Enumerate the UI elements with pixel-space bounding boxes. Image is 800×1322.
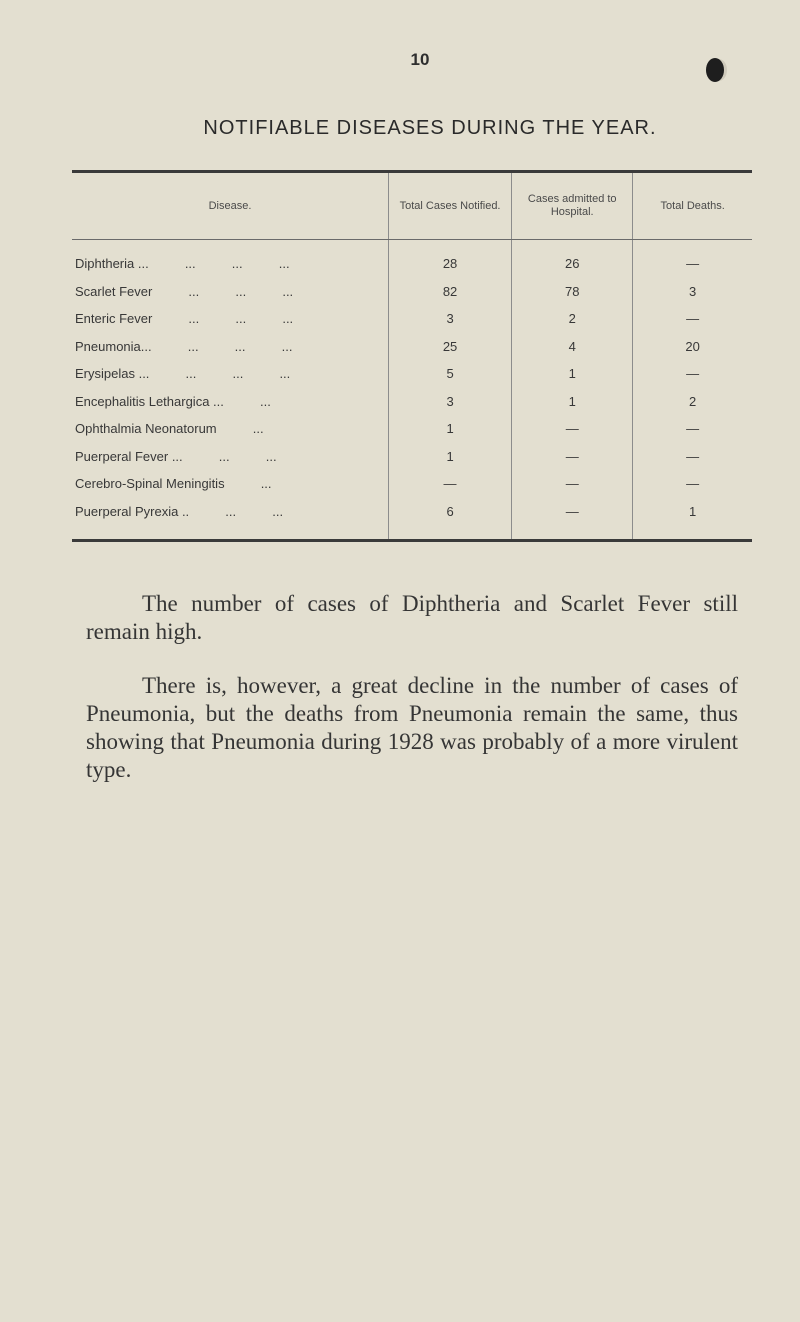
table-row (72, 278, 752, 306)
table-header-row (72, 172, 752, 240)
cases-notified: 1 (388, 415, 511, 443)
disease-name: Puerperal Fever ... ... ... (75, 448, 277, 464)
table-row (72, 333, 752, 361)
diseases-table (72, 170, 752, 542)
header-hospital: Cases admitted to Hospital. (512, 172, 633, 240)
table-row (72, 240, 752, 278)
cases-hospital: — (512, 470, 633, 498)
cases-hospital: 2 (512, 305, 633, 333)
header-deaths: Total Deaths. (633, 172, 752, 240)
cases-hospital: 4 (512, 333, 633, 361)
cases-hospital: 1 (512, 388, 633, 416)
deaths: — (633, 443, 752, 471)
cases-notified: 28 (388, 240, 511, 278)
cases-notified: 1 (388, 443, 511, 471)
deaths: — (633, 470, 752, 498)
cases-hospital: — (512, 498, 633, 541)
cases-notified: — (388, 470, 511, 498)
disease-name: Ophthalmia Neonatorum ... (75, 421, 264, 437)
cases-notified: 3 (388, 388, 511, 416)
table-row (72, 415, 752, 443)
deaths: 1 (633, 498, 752, 541)
header-total-cases: Total Cases Notified. (388, 172, 511, 240)
deaths: — (633, 360, 752, 388)
cases-notified: 3 (388, 305, 511, 333)
cases-hospital: 1 (512, 360, 633, 388)
disease-name: Enteric Fever ... ... ... (75, 311, 294, 327)
disease-name: Puerperal Pyrexia .. ... ... (75, 503, 284, 519)
disease-name: Pneumonia... ... ... ... (75, 338, 293, 354)
cases-hospital: 26 (512, 240, 633, 278)
table-row (72, 498, 752, 541)
ink-blot (706, 58, 724, 82)
paragraph: There is, however, a great decline in the number of cases of Pneumonia, but the deaths from Pneumonia remain the same, thus showing that Pneumonia during 1928 was probably of a more virulent type. (86, 673, 738, 782)
cases-notified: 25 (388, 333, 511, 361)
cases-notified: 82 (388, 278, 511, 306)
table-row (72, 388, 752, 416)
disease-name: Encephalitis Lethargica ... ... (75, 393, 271, 409)
deaths: — (633, 240, 752, 278)
page-number: 10 (410, 50, 430, 69)
cases-hospital: — (512, 415, 633, 443)
disease-name: Erysipelas ... ... ... ... (75, 366, 291, 382)
deaths: 3 (633, 278, 752, 306)
deaths: — (633, 415, 752, 443)
table-row (72, 305, 752, 333)
cases-notified: 6 (388, 498, 511, 541)
table-row (72, 443, 752, 471)
disease-name: Cerebro-Spinal Meningitis ... (75, 476, 272, 492)
header-disease: Disease. (72, 172, 388, 240)
deaths: 2 (633, 388, 752, 416)
cases-hospital: 78 (512, 278, 633, 306)
cases-notified: 5 (388, 360, 511, 388)
disease-name: Scarlet Fever ... ... ... (75, 283, 294, 299)
deaths: 20 (633, 333, 752, 361)
table-row (72, 470, 752, 498)
deaths: — (633, 305, 752, 333)
cases-hospital: — (512, 443, 633, 471)
paragraph: The number of cases of Diphtheria and Scarlet Fever still remain high. (86, 591, 738, 644)
disease-name: Diphtheria ... ... ... ... (75, 256, 290, 272)
page-title: NOTIFIABLE DISEASES DURING THE YEAR. (203, 117, 657, 139)
table-row (72, 360, 752, 388)
